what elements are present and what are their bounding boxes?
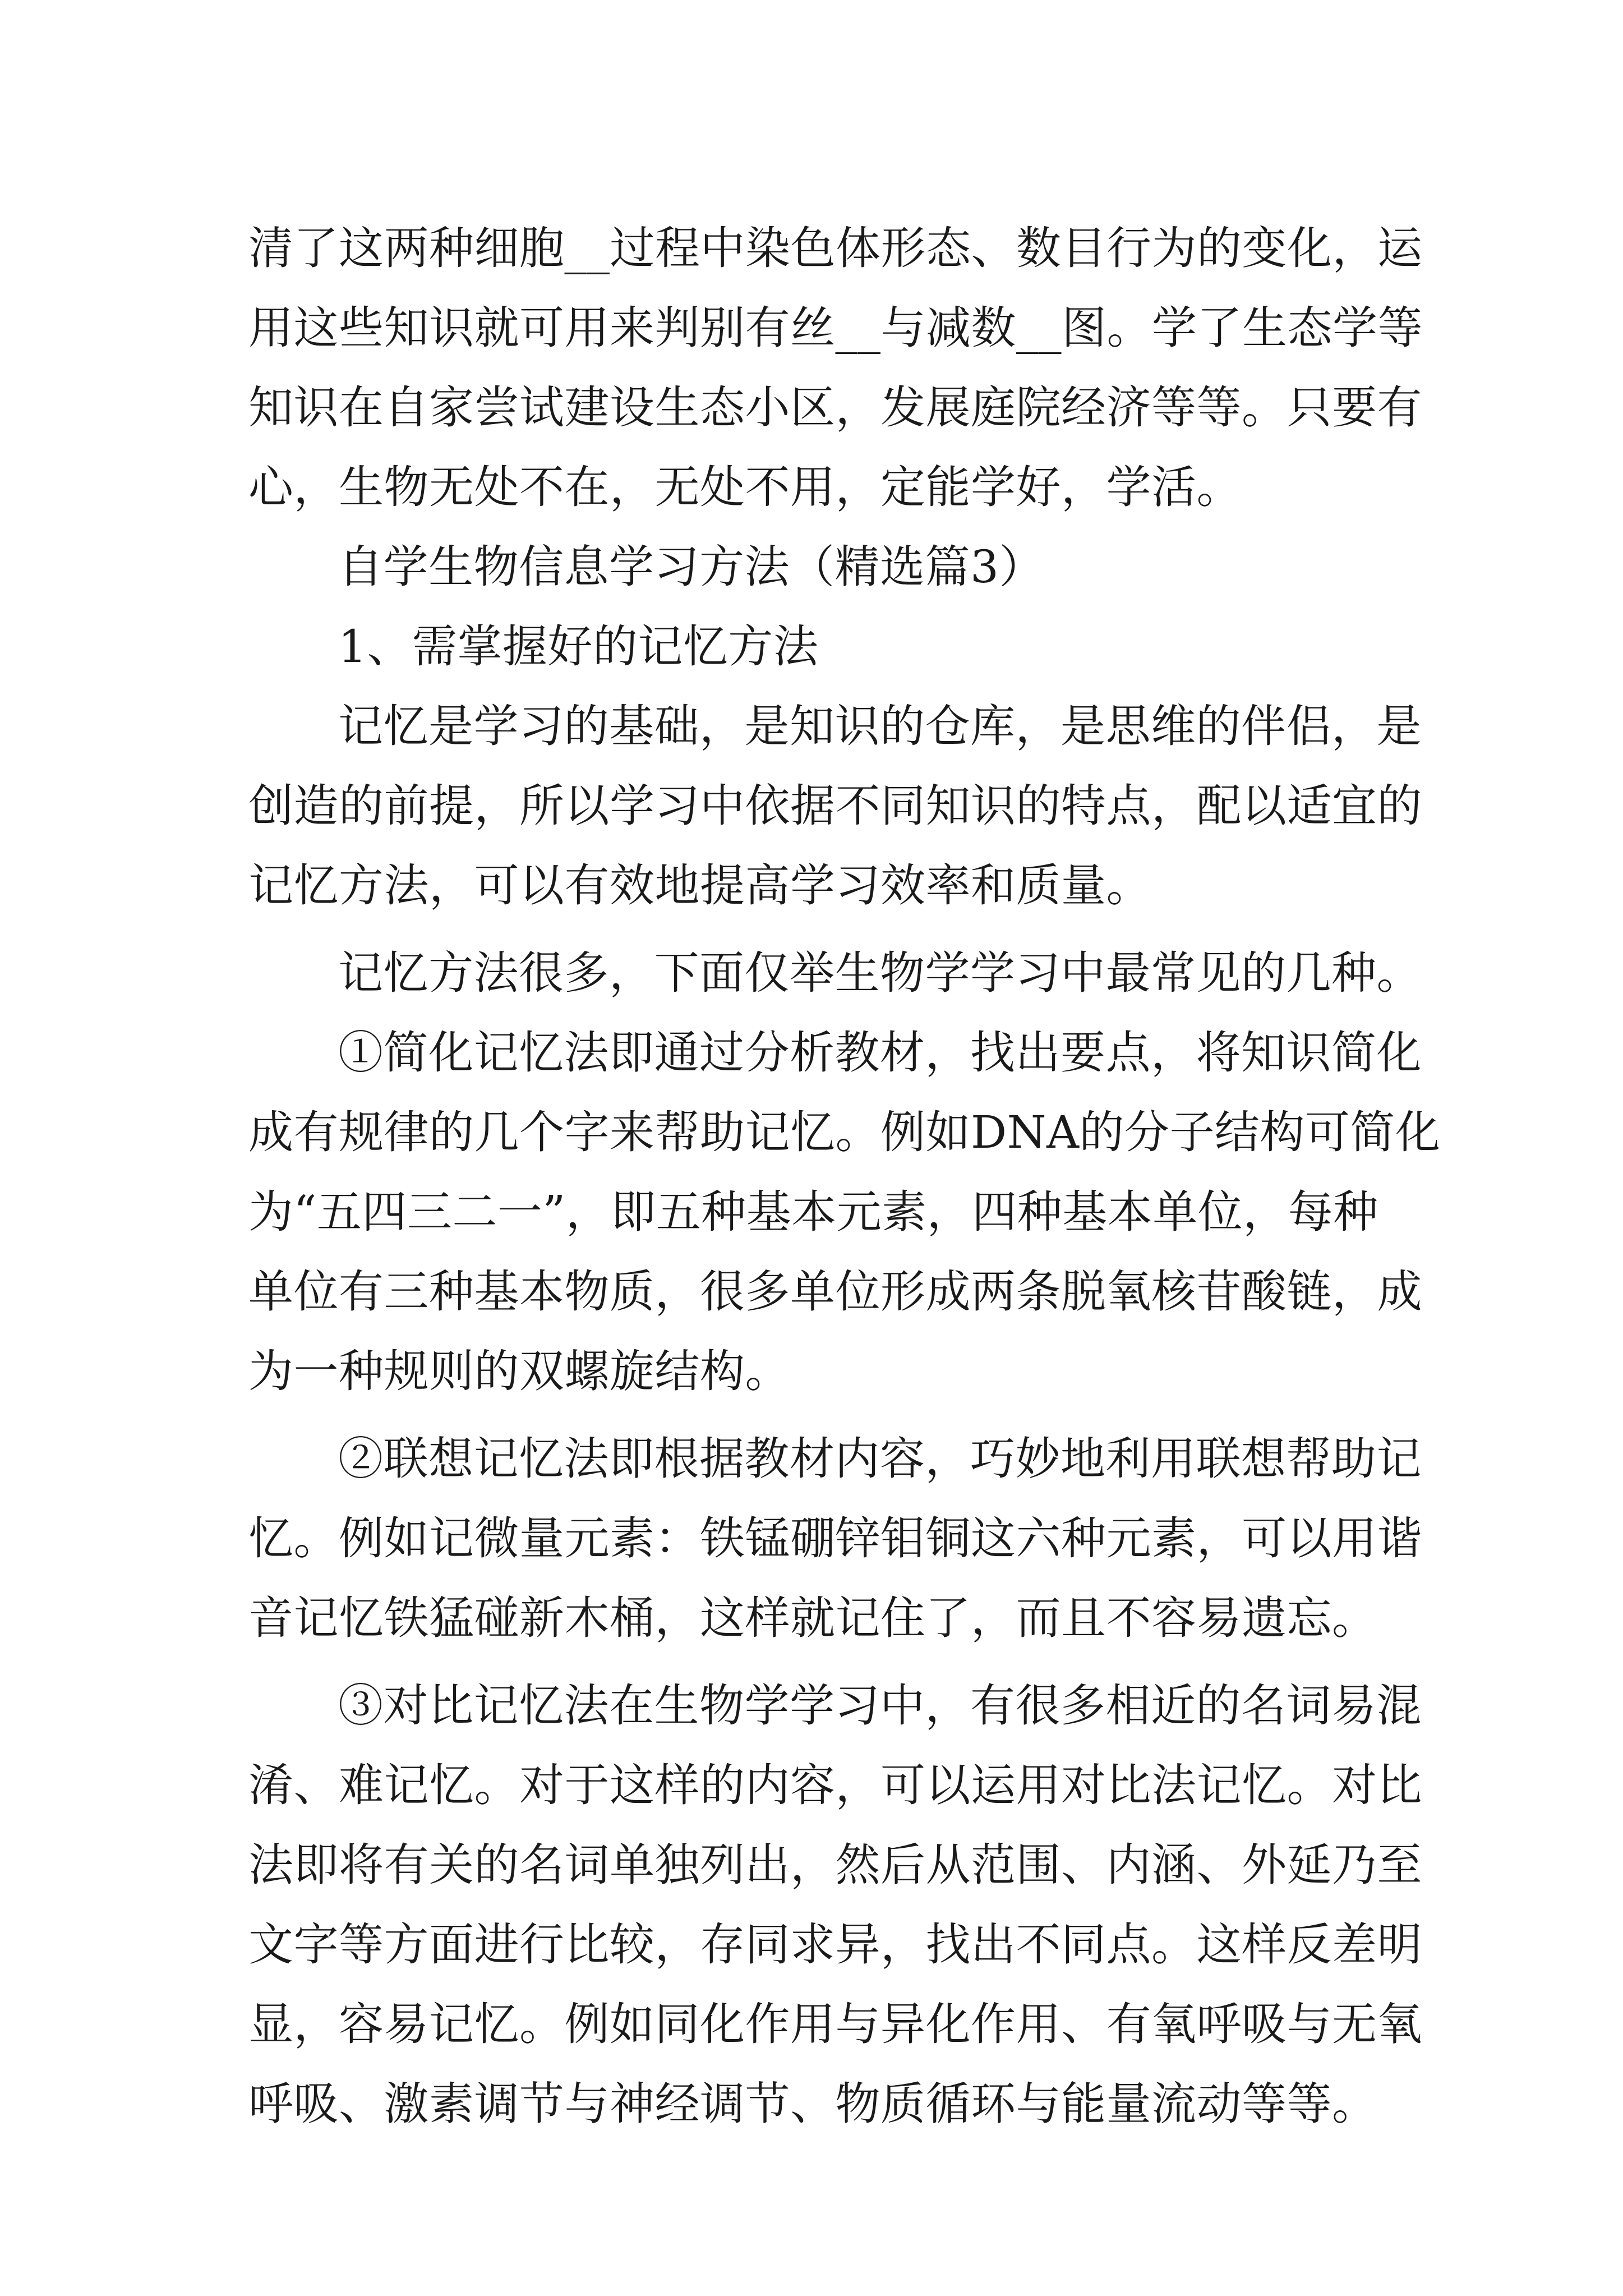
text-line: 成有规律的几个字来帮助记忆。例如DNA的分子结构可简化 [248, 1106, 1441, 1158]
text-line: 知识在自家尝试建设生态小区，发展庭院经济等等。只要有 [248, 381, 1422, 434]
text-line: 忆。例如记微量元素：铁锰硼锌钼铜这六种元素，可以用谐 [248, 1512, 1422, 1565]
text-line: 清了这两种细胞__过程中染色体形态、数目行为的变化，运 [248, 222, 1423, 274]
text-line: 淆、难记忆。对于这样的内容，可以运用对比法记忆。对比 [248, 1759, 1422, 1811]
document-body [248, 209, 1441, 2144]
text-line: 创造的前提，所以学习中依据不同知识的特点，配以适宜的 [248, 780, 1422, 832]
text-line: 记忆方法，可以有效地提高学习效率和质量。 [248, 859, 1151, 912]
text-line: 记忆方法很多，下面仅举生物学学习中最常见的几种。 [338, 947, 1422, 999]
text-line: 用这些知识就可用来判别有丝__与减数__图。学了生态学等 [248, 302, 1423, 354]
subsection-heading: 1、需掌握好的记忆方法 [338, 620, 819, 673]
text-line: 文字等方面进行比较，存同求异，找出不同点。这样反差明 [248, 1918, 1422, 1971]
text-line: 显，容易记忆。例如同化作用与异化作用、有氧呼吸与无氧 [248, 1998, 1422, 2050]
text-line: 音记忆铁猛碰新木桶，这样就记住了，而且不容易遗忘。 [248, 1592, 1377, 1644]
text-line: ②联想记忆法即根据教材内容，巧妙地利用联想帮助记 [338, 1433, 1422, 1485]
text-line: 呼吸、激素调节与神经调节、物质循环与能量流动等等。 [248, 2078, 1377, 2130]
text-line: 为“五四三二一”，即五种基本元素，四种基本单位，每种 [248, 1186, 1378, 1238]
section-heading: 自学生物信息学习方法（精选篇3） [338, 541, 1044, 593]
text-line: ③对比记忆法在生物学学习中，有很多相近的名词易混 [338, 1680, 1422, 1732]
text-line: ①简化记忆法即通过分析教材，找出要点，将知识简化 [338, 1027, 1422, 1079]
text-line: 单位有三种基本物质，很多单位形成两条脱氧核苷酸链，成 [248, 1266, 1422, 1318]
text-line: 为一种规则的双螺旋结构。 [248, 1345, 790, 1397]
text-line: 心，生物无处不在，无处不用，定能学好，学活。 [248, 461, 1242, 513]
text-line: 法即将有关的名词单独列出，然后从范围、内涵、外延乃至 [248, 1839, 1422, 1891]
text-line: 记忆是学习的基础，是知识的仓库，是思维的伴侣，是 [338, 700, 1422, 752]
